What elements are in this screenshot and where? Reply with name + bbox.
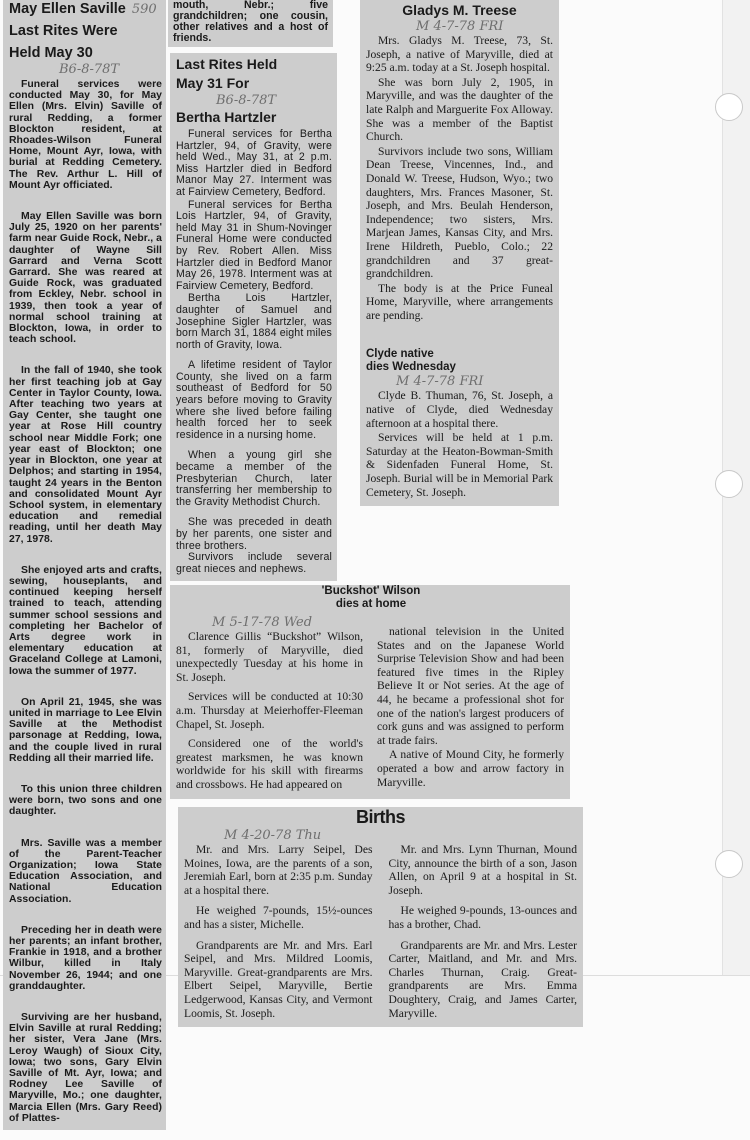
handwritten-note: 590 [131, 2, 157, 17]
hartzler-headline-3: Bertha Hartzler [176, 109, 277, 125]
paragraph: She was born July 2, 1905, in Maryville, and was the daughter of the late Ralph and Marguerite Fox Alloway. She was a member of the Baptist Church. [366, 75, 553, 144]
paragraph: She enjoyed arts and crafts, sewing, houseplants, and continued keeping herself trained to teach, attending summer school sessions and completing her Bachelor of Arts degree work in elementary education at Graceland College at Lamoni, Iowa the summer of 1977. [9, 564, 162, 677]
paragraph: Mrs. Gladys M. Treese, 73, St. Joseph, a native of Maryville, died at 9:25 a.m. today at a St. Joseph hospital. [366, 34, 553, 75]
paragraph: Clarence Gillis “Buckshot” Wilson, 81, formerly of Maryville, died unexpectedly Tuesday at his home in St. Joseph. [176, 630, 363, 684]
hartzler-headline-1: Last Rites Held [176, 56, 278, 72]
paragraph: Surviving are her husband, Elvin Saville at rural Redding; her sister, Vera Jane (Mrs. Leroy Waugh) of Sioux City, Iowa; two sons, Gary Elvin Saville of Mt. Ayr, Iowa; and Rodney Lee Saville of Maryville, Mo.; one daughter, Marcia Ellen (Mrs. Gary Reed) of Plattes- [9, 1012, 162, 1124]
saville-headline-2: Last Rites Were [9, 23, 118, 39]
handwritten-date: B6-8-78T [216, 93, 277, 108]
wilson-headline-2: dies at home [335, 598, 407, 610]
hartzler-obituary-clipping [170, 53, 337, 581]
paragraph: Grandparents are Mr. and Mrs. Earl Seipel, and Mrs. Mildred Loomis, Maryville. Great-grandparents are Mrs. Elbert Seipel, Maryville, Bertie Ledgerwood, Kansas City, and Vermont Loomis, St. Joseph. [184, 938, 373, 1020]
paragraph: Bertha Lois Hartzler, daughter of Samuel and Josephine Sigler Hartzler, was born March 31, 1884 eight miles north of Gravity, Iowa. [176, 292, 332, 351]
wilson-obituary-clipping [170, 585, 570, 799]
paragraph: Considered one of the world's greatest marksmen, he was known worldwide for his skill with firearms and crossbows. He had appeared on [176, 737, 363, 791]
paragraph: May Ellen Saville was born July 25, 1920 on her parents' farm near Guide Rock, Nebr., a daughter of Wayne Sill Garrard and Verna Scott Garrard. She was reared at Guide Rock, was graduated from Eckley, Nebr. school in 1939, then took a year of normal school training at Blockton, Iowa, in order to teach school. [9, 211, 162, 346]
paragraph: Preceding her in death were her parents; an infant brother, Frankie in 1918, and a brother Wilbur, killed in Italy November 26, 1944; and one granddaughter. [9, 924, 162, 992]
continuation-text: mouth, Nebr.; five grandchildren; one cousin, other relatives and a host of friends. [173, 0, 328, 44]
paragraph: She was preceded in death by her parents, one sister and three brothers. [176, 516, 332, 552]
paragraph: He weighed 7-pounds, 15½-ounces and has a sister, Michelle. [184, 904, 373, 931]
paragraph: Mrs. Saville was a member of the Parent-Teacher Organization; Iowa State Education Association, and National Education Association. [9, 837, 162, 905]
paragraph: Funeral services were conducted May 30, for May Ellen (Mrs. Elvin) Saville of rural Redding, a former Blockton resident, at Rhoades-Wilson Funeral Home, Mount Ayr, Iowa, with burial at Redding Cemetery. The Rev. Arthur L. Hill of Mount Ayr officiated. [9, 79, 162, 191]
births-clipping [178, 807, 583, 1027]
paragraph: To this union three children were born, two sons and one daughter. [9, 783, 162, 818]
saville-headline-1: May Ellen Saville [9, 1, 126, 17]
handwritten-date: M 4-7-78 FRI [416, 19, 504, 34]
paragraph: A native of Mound City, he formerly operated a bow and arrow factory in Maryville. [377, 748, 564, 789]
handwritten-date: B6-8-78T [59, 62, 120, 77]
paragraph: In the fall of 1940, she took her first teaching job at Gay Center in Taylor County, Iowa. After teaching two years at Gay Center, she taught one year at Rose Hill country school near Middle Fork; one year east of Blockton; one year in Blockton, one year at Delphos; and starting in 1954, taught 24 years in the Benton and consolidated Mount Ayr School system, in elementary education and remedial reading, until her death May 27, 1978. [9, 365, 162, 545]
punch-hole [715, 93, 743, 121]
handwritten-date: M 5-17-78 Wed [212, 615, 313, 630]
treese-headline: Gladys M. Treese [402, 2, 517, 18]
paragraph: Services will be conducted at 10:30 a.m. Thursday at Meierhoffer-Fleeman Chapel, St. Joseph. [176, 690, 363, 731]
paragraph: Funeral services for Bertha Lois Hartzler, 94, of Gravity, held May 31 in Shum-Novinger Funeral Home were conducted by Rev. Robert Allen. Miss Hartzler died in Bedford Manor May 26, 1978. Interment was at Fairview Cemetery, Bedford. [176, 198, 332, 292]
paragraph: Mr. and Mrs. Larry Seipel, Des Moines, Iowa, are the parents of a son, Jeremiah Earl, born at 2:35 p.m. Sunday at a hospital there. [184, 843, 373, 897]
punch-hole [715, 850, 743, 878]
thuman-headline-1: Clyde native [366, 348, 434, 361]
paragraph: When a young girl she became a member of the Presbyterian Church, later transferring her membership to the Gravity Methodist Church. [176, 449, 332, 508]
paragraph: The body is at the Price Funeal Home, Maryville, where arrangements are pending. [366, 281, 553, 322]
paragraph: Clyde B. Thuman, 76, St. Joseph, a native of Clyde, died Wednesday afternoon at a hospital there. [366, 389, 553, 430]
saville-obituary-clipping [3, 0, 166, 1130]
saville-continuation-clipping [168, 0, 333, 47]
handwritten-date: M 4-20-78 Thu [224, 828, 322, 843]
paragraph: Funeral services for Bertha Hartzler, 94, of Gravity, were held Wed., May 31, at 2 p.m. Miss Hartzler died in Bedford Manor May 27. Interment was at Fairview Cemetery, Bedford. [176, 128, 332, 198]
punch-hole [715, 470, 743, 498]
treese-obituary-clipping [360, 0, 559, 506]
births-headline: Births [355, 807, 405, 827]
thuman-headline-2: dies Wednesday [366, 361, 456, 374]
paragraph: On April 21, 1945, she was united in marriage to Lee Elvin Saville at the Methodist parsonage at Redding, Iowa, and the couple lived in rural Redding all their married life. [9, 696, 162, 764]
saville-headline-3: Held May 30 [9, 45, 93, 61]
paragraph: He weighed 9-pounds, 13-ounces and has a brother, Chad. [388, 904, 577, 931]
paragraph: Mr. and Mrs. Lynn Thurnan, Mound City, announce the birth of a son, Jason Allen, on April 9 at a hospital in St. Joseph. [388, 843, 577, 897]
paragraph: Survivors include several great nieces and nephews. [176, 551, 332, 575]
paragraph: Survivors include two sons, William Dean Treese, Vincennes, Ind., and Donald W. Treese, Hudson, Wyo.; two daughters, Mrs. Frances Masoner, St. Joseph, and Mrs. Beulah Henderson, Independence; two sisters, Mrs. Marjean James, Kansas City, and Mrs. Irene Hildreth, Pueblo, Colo.; 22 grandchildren and 37 great-grandchildren. [366, 144, 553, 281]
paragraph: A lifetime resident of Taylor County, she lived on a farm southeast of Bedford for 50 years before moving to Gravity where she lived before failing health forced her to seek residence in a nursing home. [176, 359, 332, 441]
handwritten-date: M 4-7-78 FRI [396, 374, 484, 390]
hartzler-headline-2: May 31 For [176, 75, 250, 91]
wilson-headline-1: 'Buckshot' Wilson [321, 585, 421, 597]
paragraph: national television in the United States and on the Japanese World Surprise Television Show and had been featured five times in the Ripley Believe It or Not series. At the age of 44, he became a professional shot for one of the nation's largest producers of cork guns and was assigned to perform at trade fairs. [377, 625, 564, 747]
paragraph: Services will be held at 1 p.m. Saturday at the Heaton-Bowman-Smith & Sidenfaden Funeral Home, St. Joseph. Burial will be in Memorial Park Cemetery, St. Joseph. [366, 431, 553, 499]
paragraph: Grandparents are Mr. and Mrs. Lester Carter, Maitland, and Mr. and Mrs. Charles Thurnan, Craig. Great-grandparents are Mrs. Emma Doughtery, Craig, and James Carter, Maryville. [388, 938, 577, 1020]
